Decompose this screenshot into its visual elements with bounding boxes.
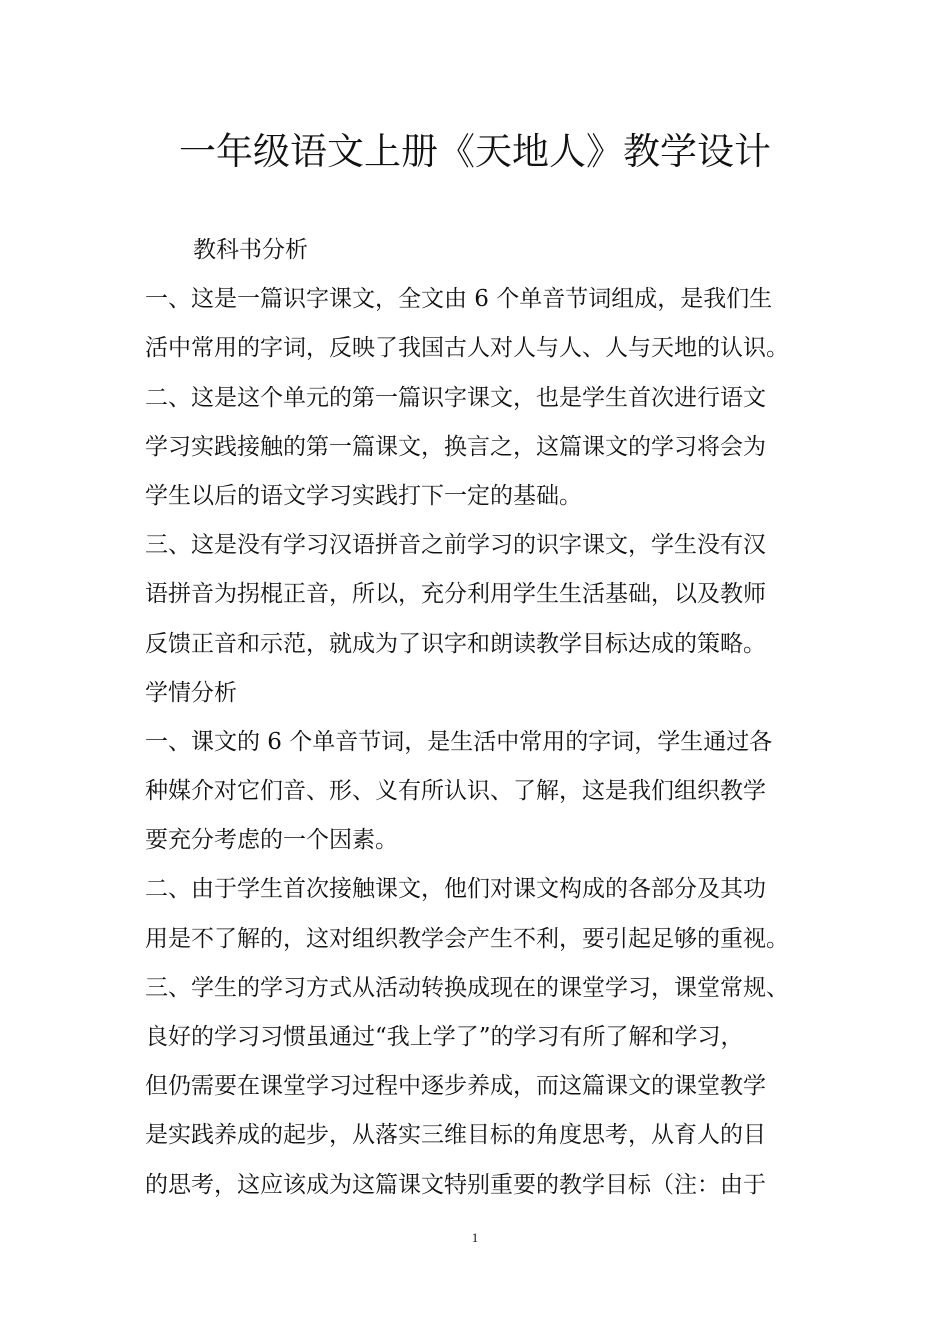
paragraph-line: 是实践养成的起步，从落实三维目标的角度思考，从育人的目 — [145, 1122, 766, 1149]
paragraph-line: 一、这是一篇识字课文，全文由 6 个单音节词组成，是我们生 — [145, 286, 773, 313]
paragraph-line: 三、这是没有学习汉语拼音之前学习的识字课文，学生没有汉 — [145, 532, 766, 559]
paragraph-line: 语拼音为拐棍正音，所以，充分利用学生生活基础，以及教师 — [145, 581, 766, 608]
paragraph-line: 的思考，这应该成为这篇课文特别重要的教学目标（注：由于 — [145, 1171, 766, 1198]
paragraph-line: 活中常用的字词，反映了我国古人对人与人、人与天地的认识。 — [145, 335, 789, 362]
paragraph-line: 用是不了解的，这对组织教学会产生不利，要引起足够的重视。 — [145, 925, 789, 952]
section-heading-learner-analysis: 学情分析 — [145, 679, 237, 706]
paragraph-line: 但仍需要在课堂学习过程中逐步养成，而这篇课文的课堂教学 — [145, 1073, 766, 1100]
paragraph-line: 种媒介对它们音、形、义有所认识、了解，这是我们组织教学 — [145, 778, 766, 805]
section-heading-textbook-analysis: 教科书分析 — [193, 237, 308, 263]
page-number: 1 — [471, 1230, 479, 1245]
paragraph-line: 二、由于学生首次接触课文，他们对课文构成的各部分及其功 — [145, 876, 766, 903]
paragraph-line: 学习实践接触的第一篇课文，换言之，这篇课文的学习将会为 — [145, 433, 766, 460]
paragraph-line: 学生以后的语文学习实践打下一定的基础。 — [145, 482, 582, 509]
paragraph-line: 反馈正音和示范，就成为了识字和朗读教学目标达成的策略。 — [145, 630, 766, 657]
paragraph-line: 一、课文的 6 个单音节词，是生活中常用的字词，学生通过各 — [145, 728, 773, 755]
paragraph-line: 良好的学习习惯虽通过“我上学了”的学习有所了解和学习， — [145, 1024, 744, 1050]
document-title: 一年级语文上册《天地人》教学设计 — [179, 130, 771, 173]
document-body — [145, 230, 825, 1214]
paragraph-line: 要充分考虑的一个因素。 — [145, 827, 398, 854]
paragraph-line: 二、这是这个单元的第一篇识字课文，也是学生首次进行语文 — [145, 384, 766, 411]
paragraph-line: 三、学生的学习方式从活动转换成现在的课堂学习，课堂常规、 — [145, 974, 789, 1001]
